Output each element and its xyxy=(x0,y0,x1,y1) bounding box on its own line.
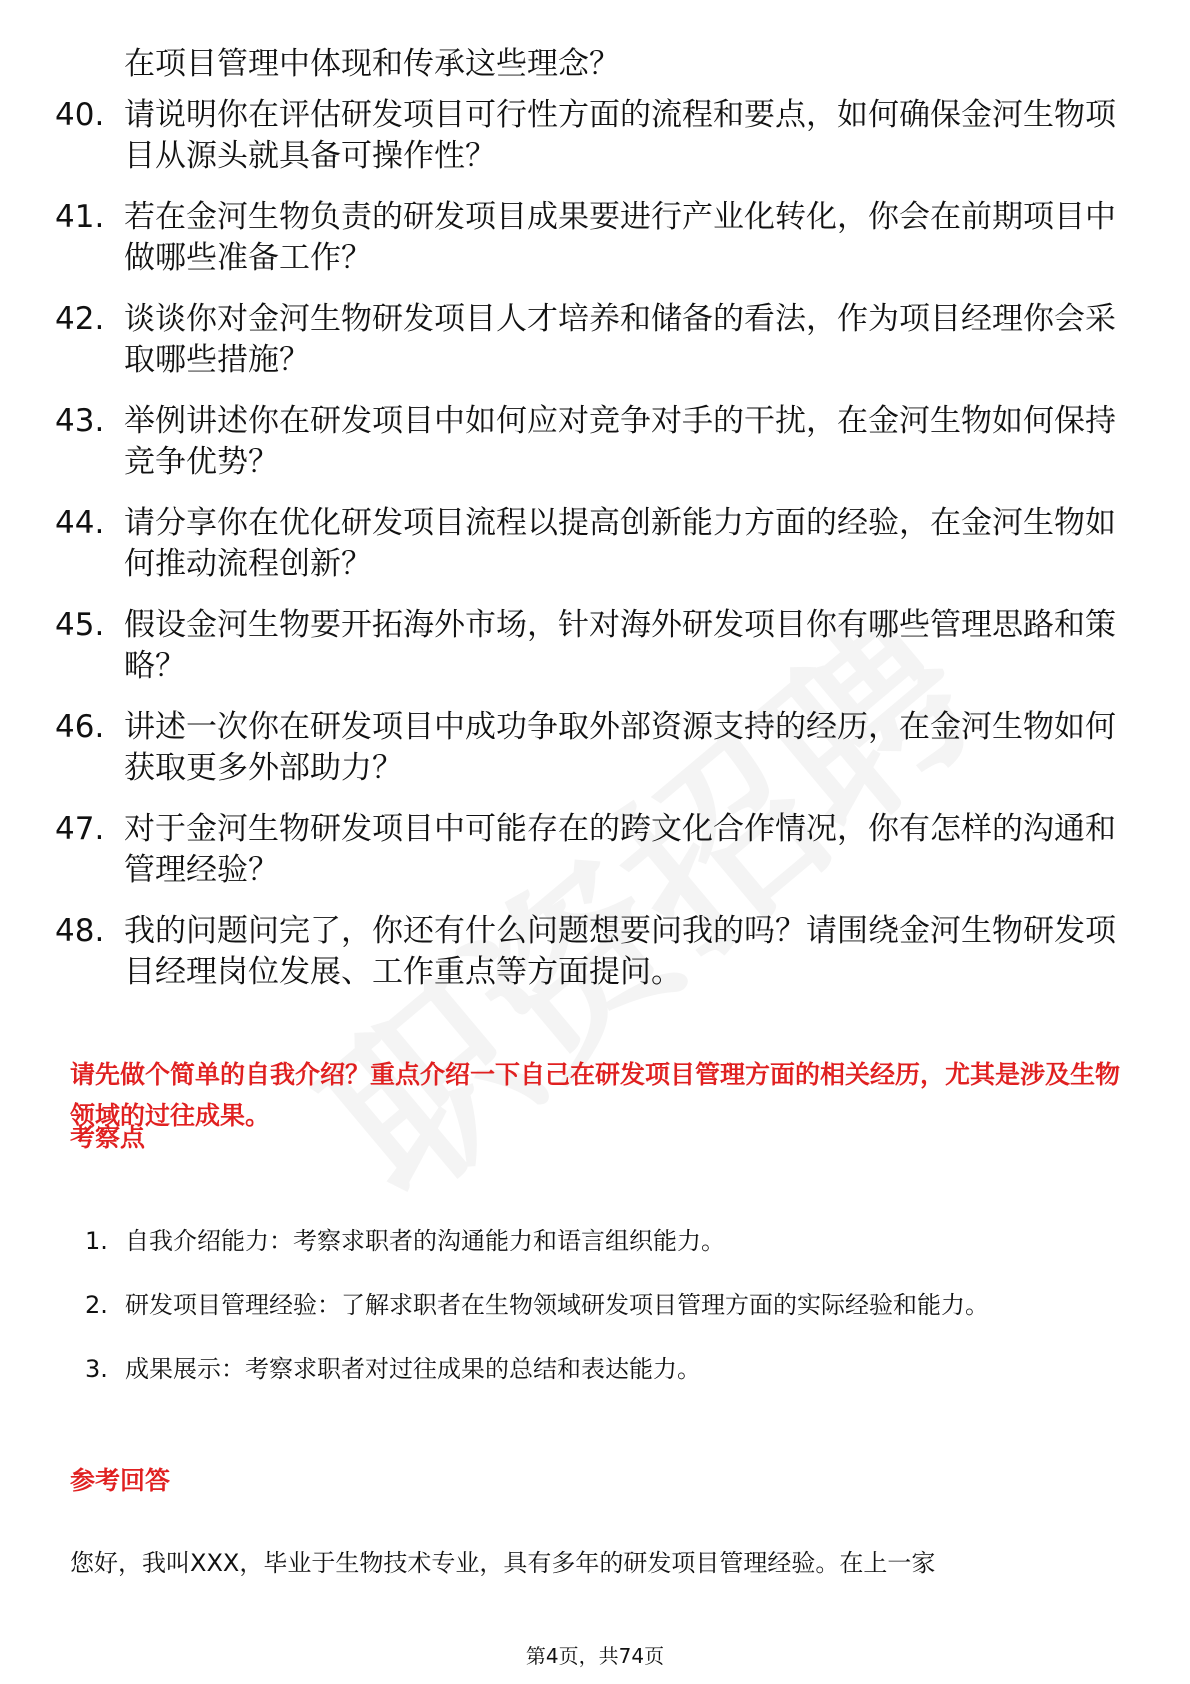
assessment-point xyxy=(85,1343,1130,1396)
lead-question: 请先做个简单的自我介绍？重点介绍一下自己在研发项目管理方面的相关经历，尤其是涉及生物领域的过往成果。 xyxy=(70,1060,1121,1130)
question-continuation: 在项目管理中体现和传承这些理念？ xyxy=(124,46,620,82)
question-number: 43. xyxy=(55,403,105,439)
question-text: 请分享你在优化研发项目流程以提高创新能力方面的经验，在金河生物如何推动流程创新？ xyxy=(124,505,1116,582)
question-item xyxy=(55,197,1135,279)
question-text: 举例讲述你在研发项目中如何应对竞争对手的干扰，在金河生物如何保持竞争优势？ xyxy=(124,403,1116,480)
answer-title: 参考回答 xyxy=(70,1466,171,1495)
question-text: 讲述一次你在研发项目中成功争取外部资源支持的经历，在金河生物如何获取更多外部助力？ xyxy=(124,709,1116,786)
point-text: 自我介绍能力：考察求职者的沟通能力和语言组织能力。 xyxy=(125,1227,725,1255)
question-item xyxy=(55,605,1135,687)
question-number: 42. xyxy=(55,301,105,337)
question-text: 若在金河生物负责的研发项目成果要进行产业化转化，你会在前期项目中做哪些准备工作？ xyxy=(124,199,1116,276)
question-number: 47. xyxy=(55,811,105,847)
question-number: 45. xyxy=(55,607,105,643)
question-item xyxy=(55,503,1135,585)
assessment-point xyxy=(85,1215,1130,1268)
question-number: 48. xyxy=(55,913,105,949)
question-list xyxy=(55,44,1135,1013)
assessment-title: 考察点 xyxy=(70,1123,146,1152)
question-number: 41. xyxy=(55,199,105,235)
question-number: 46. xyxy=(55,709,105,745)
point-text: 成果展示：考察求职者对过往成果的总结和表达能力。 xyxy=(125,1355,701,1383)
question-text: 谈谈你对金河生物研发项目人才培养和储备的看法，作为项目经理你会采取哪些措施？ xyxy=(124,301,1116,378)
question-item xyxy=(55,911,1135,993)
answer-text: 您好，我叫XXX，毕业于生物技术专业，具有多年的研发项目管理经验。在上一家 xyxy=(70,1549,936,1577)
question-text: 假设金河生物要开拓海外市场，针对海外研发项目你有哪些管理思路和策略？ xyxy=(124,607,1116,684)
assessment-points xyxy=(85,1215,1130,1407)
page-footer: 第4页，共74页 xyxy=(525,1644,665,1668)
question-number: 40. xyxy=(55,97,105,133)
question-item xyxy=(55,299,1135,381)
question-text: 我的问题问完了，你还有什么问题想要问我的吗？请围绕金河生物研发项目经理岗位发展、工作重点等方面提问。 xyxy=(124,913,1116,990)
point-number: 3. xyxy=(85,1355,108,1383)
question-item xyxy=(55,809,1135,891)
question-item xyxy=(55,401,1135,483)
question-text: 请说明你在评估研发项目可行性方面的流程和要点，如何确保金河生物项目从源头就具备可操作性？ xyxy=(124,97,1116,174)
question-item xyxy=(55,95,1135,177)
point-number: 1. xyxy=(85,1227,108,1255)
question-number: 44. xyxy=(55,505,105,541)
point-text: 研发项目管理经验：了解求职者在生物领域研发项目管理方面的实际经验和能力。 xyxy=(125,1291,989,1319)
point-number: 2. xyxy=(85,1291,108,1319)
question-item xyxy=(55,707,1135,789)
assessment-point xyxy=(85,1279,1130,1332)
question-text: 对于金河生物研发项目中可能存在的跨文化合作情况，你有怎样的沟通和管理经验？ xyxy=(124,811,1116,888)
